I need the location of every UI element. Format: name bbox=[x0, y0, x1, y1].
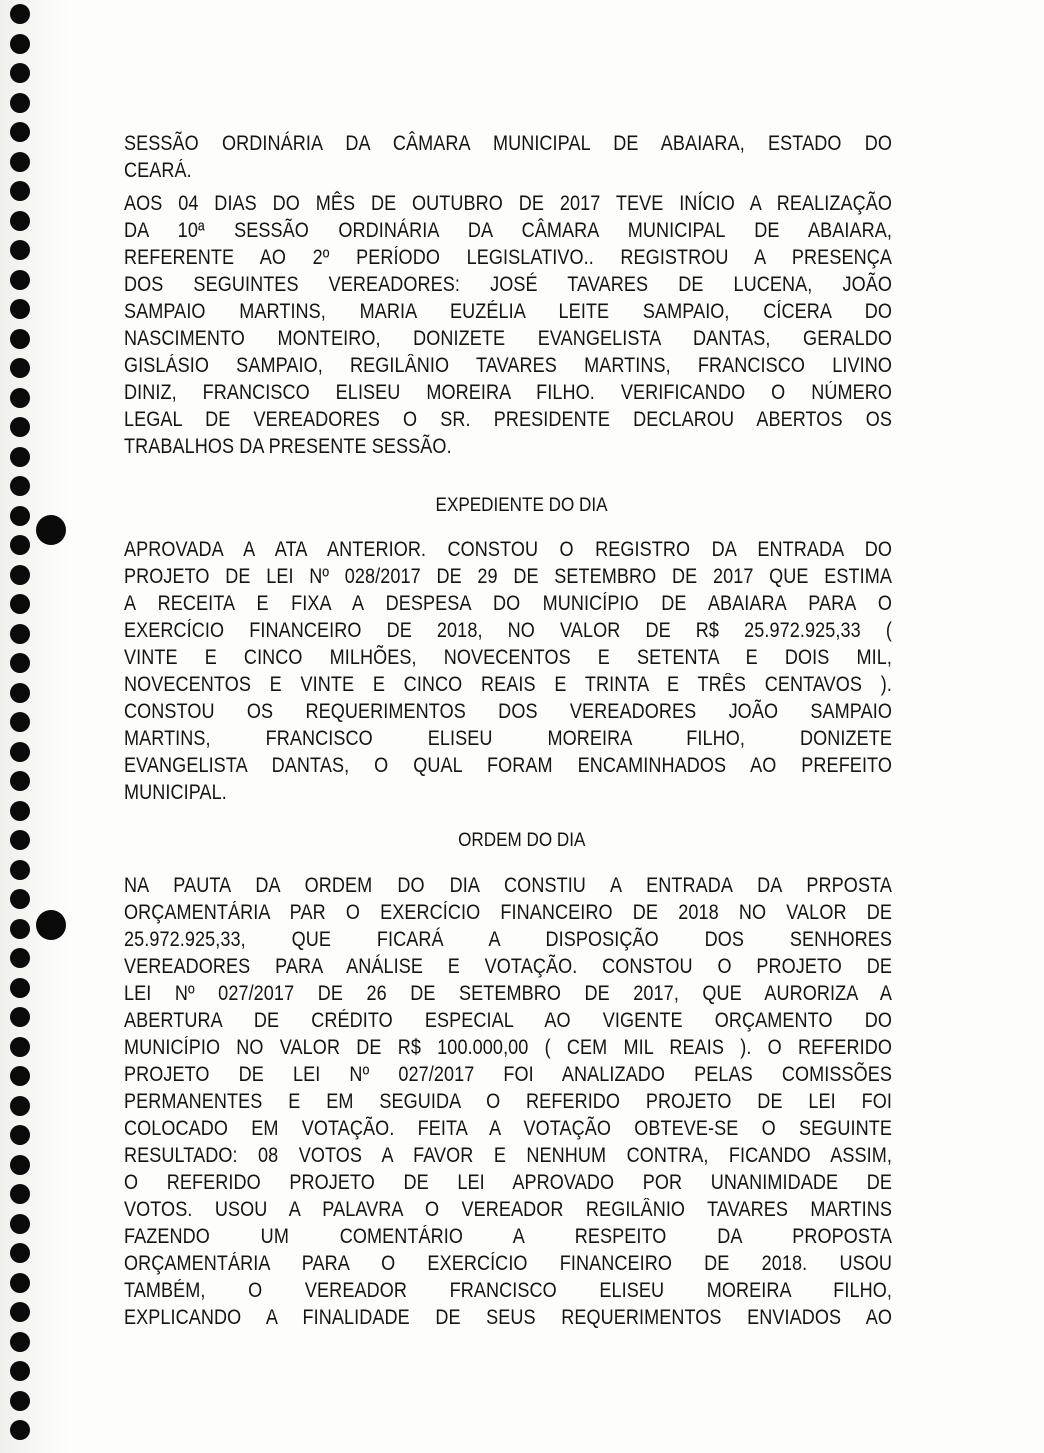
binder-hole bbox=[10, 447, 30, 467]
binder-hole bbox=[10, 535, 30, 555]
binder-hole bbox=[10, 476, 30, 496]
paragraph-line: VINTE E CINCO MILHÕES, NOVECENTOS E SETENTA E DOIS MIL, bbox=[124, 646, 892, 669]
binder-hole bbox=[10, 653, 30, 673]
paragraph-line: MUNICIPAL. bbox=[124, 781, 227, 804]
binder-hole bbox=[10, 624, 30, 644]
binder-hole bbox=[10, 211, 30, 231]
binder-hole bbox=[10, 1125, 30, 1145]
binder-hole bbox=[10, 417, 30, 437]
binder-hole bbox=[10, 742, 30, 762]
binder-hole bbox=[10, 240, 30, 260]
paragraph-line: NASCIMENTO MONTEIRO, DONIZETE EVANGELISTA DANTAS, GERALDO bbox=[124, 327, 892, 350]
paragraph-line: 25.972.925,33, QUE FICARÁ A DISPOSIÇÃO DOS SENHORES bbox=[124, 928, 892, 951]
binder-hole bbox=[10, 1066, 30, 1086]
paragraph-line: RESULTADO: 08 VOTOS A FAVOR E NENHUM CONTRA, FICANDO ASSIM, bbox=[124, 1144, 892, 1167]
binder-hole bbox=[10, 771, 30, 791]
binder-hole bbox=[10, 978, 30, 998]
binder-holes bbox=[0, 0, 60, 1453]
binder-hole bbox=[10, 152, 30, 172]
binder-hole bbox=[10, 1391, 30, 1411]
paragraph-line: COLOCADO EM VOTAÇÃO. FEITA A VOTAÇÃO OBTEVE-SE O SEGUINTE bbox=[124, 1117, 892, 1140]
punch-hole bbox=[36, 515, 66, 545]
binder-hole bbox=[10, 1302, 30, 1322]
binder-hole bbox=[10, 93, 30, 113]
paragraph-line: MARTINS, FRANCISCO ELISEU MOREIRA FILHO, DONIZETE bbox=[124, 727, 892, 750]
binder-hole bbox=[10, 1361, 30, 1381]
paragraph-line: NA PAUTA DA ORDEM DO DIA CONSTIU A ENTRADA DA PRPOSTA bbox=[124, 874, 892, 897]
binder-hole bbox=[10, 1007, 30, 1027]
paragraph-line: O REFERIDO PROJETO DE LEI APROVADO POR UNANIMIDADE DE bbox=[124, 1171, 892, 1194]
binder-hole bbox=[10, 63, 30, 83]
binder-hole bbox=[10, 4, 30, 24]
intro-line: SESSÃO ORDINÁRIA DA CÂMARA MUNICIPAL DE ABAIARA, ESTADO DO bbox=[124, 132, 892, 155]
section-heading-ordem bbox=[0, 829, 1044, 853]
paragraph-line: MUNICÍPIO NO VALOR DE R$ 100.000,00 ( CEM MIL REAIS ). O REFERIDO bbox=[124, 1036, 892, 1059]
binder-hole bbox=[10, 1037, 30, 1057]
section-heading-text: EXPEDIENTE DO DIA bbox=[435, 495, 608, 516]
paragraph-line: PERMANENTES E EM SEGUIDA O REFERIDO PROJETO DE LEI FOI bbox=[124, 1090, 892, 1113]
binder-hole bbox=[10, 712, 30, 732]
paragraph-line: ORÇAMENTÁRIA PARA O EXERCÍCIO FINANCEIRO DE 2018. USOU bbox=[124, 1252, 892, 1275]
paragraph-line: DINIZ, FRANCISCO ELISEU MOREIRA FILHO. VERIFICANDO O NÚMERO bbox=[124, 381, 892, 404]
binder-hole bbox=[10, 683, 30, 703]
paragraph-line: EVANGELISTA DANTAS, O QUAL FORAM ENCAMINHADOS AO PREFEITO bbox=[124, 754, 892, 777]
punch-hole bbox=[36, 910, 66, 940]
binder-hole bbox=[10, 270, 30, 290]
binder-hole bbox=[10, 181, 30, 201]
paragraph-line: GISLÁSIO SAMPAIO, REGILÂNIO TAVARES MARTINS, FRANCISCO LIVINO bbox=[124, 354, 892, 377]
binder-hole bbox=[10, 594, 30, 614]
paragraph-line: ABERTURA DE CRÉDITO ESPECIAL AO VIGENTE ORÇAMENTO DO bbox=[124, 1009, 892, 1032]
binder-hole bbox=[10, 1243, 30, 1263]
intro-line: CEARÁ. bbox=[124, 159, 192, 182]
binder-hole bbox=[10, 565, 30, 585]
paragraph-line: DA 10ª SESSÃO ORDINÁRIA DA CÂMARA MUNICIPAL DE ABAIARA, bbox=[124, 219, 892, 242]
binder-hole bbox=[10, 329, 30, 349]
paragraph-line: LEI Nº 027/2017 DE 26 DE SETEMBRO DE 2017, QUE AURORIZA A bbox=[124, 982, 892, 1005]
binder-hole bbox=[10, 801, 30, 821]
binder-hole bbox=[10, 860, 30, 880]
paragraph-line: APROVADA A ATA ANTERIOR. CONSTOU O REGISTRO DA ENTRADA DO bbox=[124, 538, 892, 561]
binder-hole bbox=[10, 388, 30, 408]
paragraph-line: TAMBÉM, O VEREADOR FRANCISCO ELISEU MOREIRA FILHO, bbox=[124, 1279, 892, 1302]
binder-hole bbox=[10, 1214, 30, 1234]
paragraph-line: EXERCÍCIO FINANCEIRO DE 2018, NO VALOR DE R$ 25.972.925,33 ( bbox=[124, 619, 892, 642]
paragraph-line: ORÇAMENTÁRIA PAR O EXERCÍCIO FINANCEIRO DE 2018 NO VALOR DE bbox=[124, 901, 892, 924]
binder-hole bbox=[10, 122, 30, 142]
paragraph-line: VEREADORES PARA ANÁLISE E VOTAÇÃO. CONSTOU O PROJETO DE bbox=[124, 955, 892, 978]
binder-hole bbox=[10, 1155, 30, 1175]
binder-hole bbox=[10, 358, 30, 378]
binder-hole bbox=[10, 1184, 30, 1204]
binder-hole bbox=[10, 919, 30, 939]
paragraph-line: SAMPAIO MARTINS, MARIA EUZÉLIA LEITE SAMPAIO, CÍCERA DO bbox=[124, 300, 892, 323]
paragraph-line: NOVECENTOS E VINTE E CINCO REAIS E TRINTA E TRÊS CENTAVOS ). bbox=[124, 673, 892, 696]
paragraph-line: LEGAL DE VEREADORES O SR. PRESIDENTE DECLAROU ABERTOS OS bbox=[124, 408, 892, 431]
binder-hole bbox=[10, 299, 30, 319]
binder-hole bbox=[10, 34, 30, 54]
binder-hole bbox=[10, 1420, 30, 1440]
binder-hole bbox=[10, 1332, 30, 1352]
paragraph-line: DOS SEGUINTES VEREADORES: JOSÉ TAVARES DE LUCENA, JOÃO bbox=[124, 273, 892, 296]
paragraph-line: CONSTOU OS REQUERIMENTOS DOS VEREADORES JOÃO SAMPAIO bbox=[124, 700, 892, 723]
section-heading-expediente bbox=[0, 494, 1044, 518]
binder-hole bbox=[10, 948, 30, 968]
paragraph-line: TRABALHOS DA PRESENTE SESSÃO. bbox=[124, 435, 452, 458]
paragraph-line: VOTOS. USOU A PALAVRA O VEREADOR REGILÂNIO TAVARES MARTINS bbox=[124, 1198, 892, 1221]
paragraph-line: FAZENDO UM COMENTÁRIO A RESPEITO DA PROPOSTA bbox=[124, 1225, 892, 1248]
paragraph-line: AOS 04 DIAS DO MÊS DE OUTUBRO DE 2017 TEVE INÍCIO A REALIZAÇÃO bbox=[124, 192, 892, 215]
binder-hole bbox=[10, 889, 30, 909]
section-heading-text: ORDEM DO DIA bbox=[458, 830, 586, 851]
paragraph-line: PROJETO DE LEI Nº 027/2017 FOI ANALIZADO PELAS COMISSÕES bbox=[124, 1063, 892, 1086]
paragraph-line: EXPLICANDO A FINALIDADE DE SEUS REQUERIMENTOS ENVIADOS AO bbox=[124, 1306, 892, 1329]
paragraph-line: REFERENTE AO 2º PERÍODO LEGISLATIVO.. REGISTROU A PRESENÇA bbox=[124, 246, 892, 269]
paragraph-line: PROJETO DE LEI Nº 028/2017 DE 29 DE SETEMBRO DE 2017 QUE ESTIMA bbox=[124, 565, 892, 588]
paragraph-line: A RECEITA E FIXA A DESPESA DO MUNICÍPIO DE ABAIARA PARA O bbox=[124, 592, 892, 615]
binder-hole bbox=[10, 1096, 30, 1116]
binder-hole bbox=[10, 1273, 30, 1293]
